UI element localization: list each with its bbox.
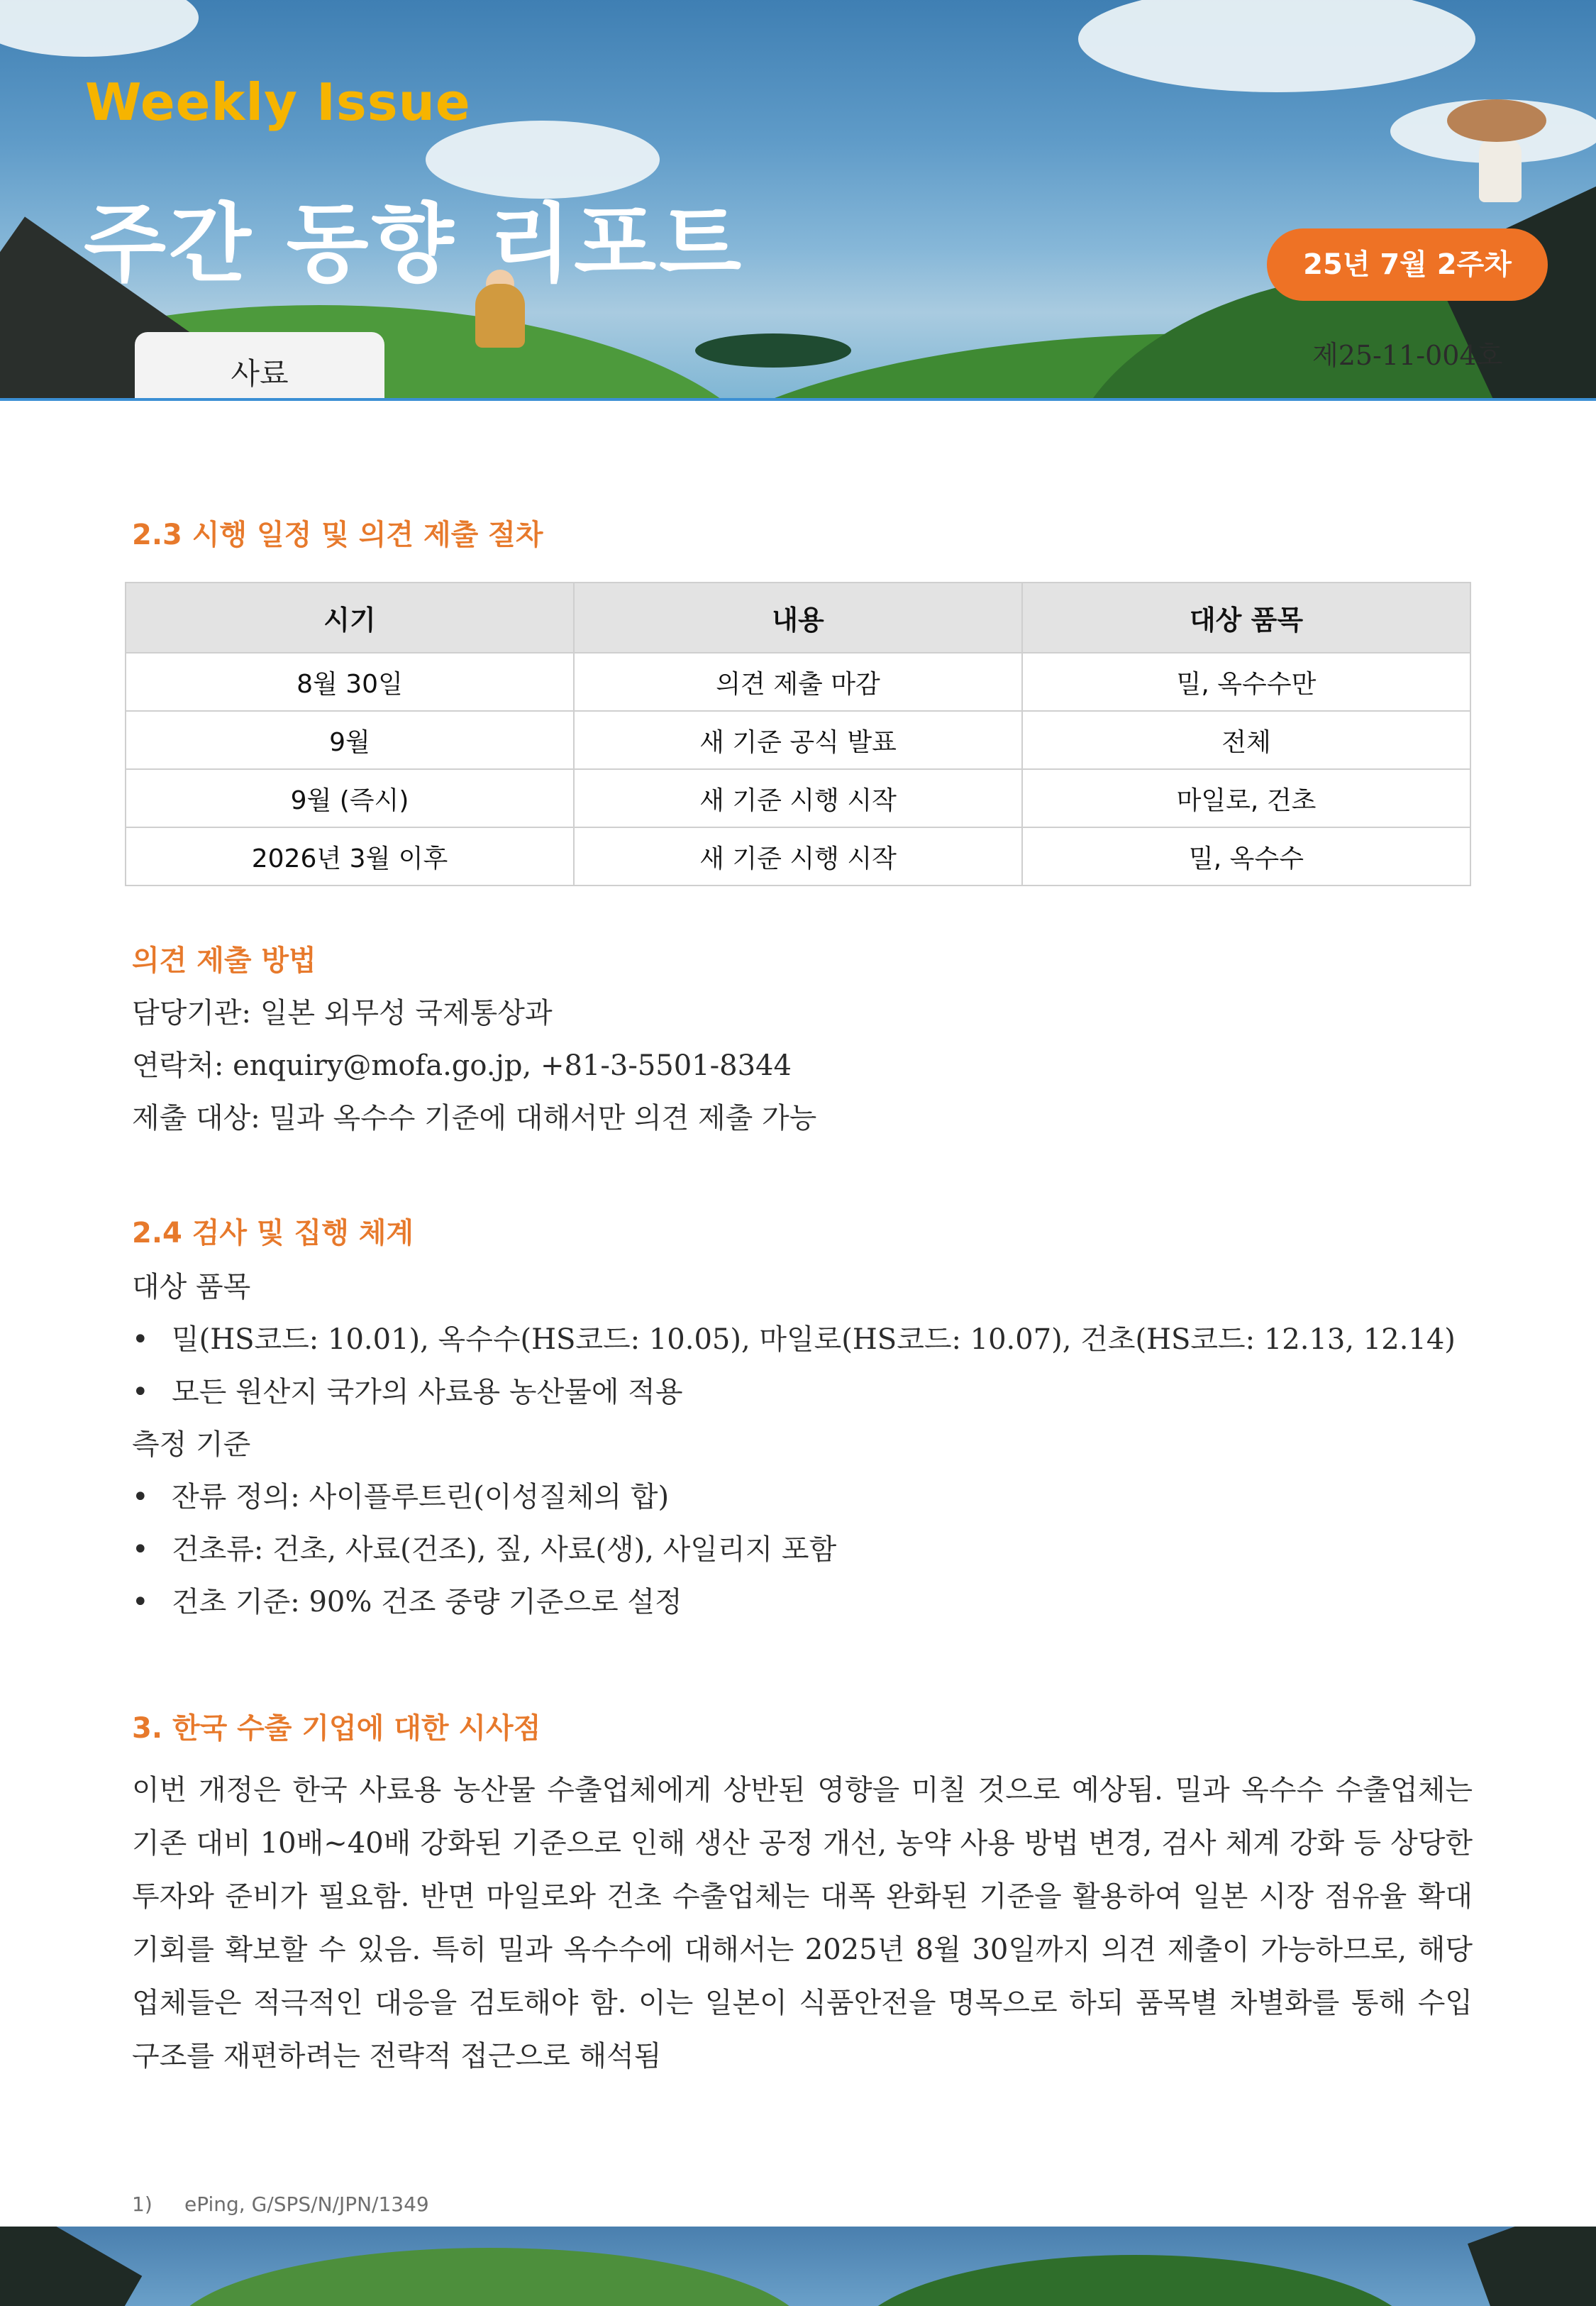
list-item: • 건초 기준: 90% 건조 중량 기준으로 설정 <box>132 1586 682 1618</box>
rock-illustration <box>1468 2227 1596 2306</box>
table-header-cell: 대상 품목 <box>1022 583 1470 653</box>
list-item: • 모든 원산지 국가의 사료용 농산물에 적용 <box>132 1376 683 1408</box>
footer-banner <box>0 2227 1596 2306</box>
footnote-text: ePing, G/SPS/N/JPN/1349 <box>184 2192 429 2216</box>
submission-contact: 연락처: enquiry@mofa.go.jp, +81-3-5501-8344 <box>132 1049 792 1082</box>
table-header-cell: 내용 <box>574 583 1022 653</box>
table-cell: 9월 (즉시) <box>126 769 574 827</box>
list-item: • 건초류: 건초, 사료(건조), 짚, 사료(생), 사일리지 포함 <box>132 1533 837 1566</box>
bullet-icon: • <box>132 1376 149 1408</box>
implications-paragraph: 이번 개정은 한국 사료용 농산물 수출업체에게 상반된 영향을 미칠 것으로 예상됨. 밀과 옥수수 수출업체는 기존 대비 10배~40배 강화된 기준으로 인해 생산 공정 개선, 농약 사용 방법 변경, 검사 체계 강화 등 상당한 투자와 준비가 필요함. 반면 마일로와 건초 수출업체는 대폭 완화된 기준을 활용하여 일본 시장 점유율 확대 기회를 확보할 수 있음. 특히 밀과 옥수수에 대해서는 2025년 8월 30일까지 의견 제출이 가능하므로, 해당 업체들은 적극적인 대응을 검토해야 함. 이는 일본이 식품안전을 명목으로 하되 품목별 차별화를 통해 수입 구조를 재편하려는 전략적 접근으로 해석됨 <box>132 1774 1473 2073</box>
table-header-row <box>126 583 1470 653</box>
brand-title: Weekly Issue <box>85 72 471 132</box>
hill-illustration <box>851 2255 1419 2306</box>
table-cell: 밀, 옥수수 <box>1022 827 1470 886</box>
category-tab: 사료 <box>135 332 384 401</box>
table-row <box>126 769 1470 827</box>
table-cell: 새 기준 시행 시작 <box>574 827 1022 886</box>
submission-scope: 제출 대상: 밀과 옥수수 기준에 대해서만 의견 제출 가능 <box>132 1102 817 1135</box>
page-title: 주간 동향 리포트 <box>84 195 744 294</box>
hat-figure-illustration <box>1447 99 1553 206</box>
date-badge: 25년 7월 2주차 <box>1267 228 1548 301</box>
rock-illustration <box>0 2227 142 2306</box>
bullet-icon: • <box>132 1323 149 1356</box>
table-cell: 2026년 3월 이후 <box>126 827 574 886</box>
submission-agency: 담당기관: 일본 외무성 국제통상과 <box>132 997 553 1030</box>
header-banner <box>0 0 1596 401</box>
section-3-title: 3. 한국 수출 기업에 대한 시사점 <box>132 1712 541 1745</box>
table-row <box>126 653 1470 711</box>
bullet-icon: • <box>132 1586 149 1618</box>
pond-illustration <box>695 333 851 368</box>
table-row <box>126 711 1470 769</box>
cloud-illustration <box>0 0 199 57</box>
list-item: • 잔류 정의: 사이플루트린(이성질체의 합) <box>132 1481 670 1513</box>
table-cell: 8월 30일 <box>126 653 574 711</box>
table-cell: 전체 <box>1022 711 1470 769</box>
table-cell: 의견 제출 마감 <box>574 653 1022 711</box>
section-2-3-title: 2.3 시행 일정 및 의견 제출 절차 <box>132 519 543 551</box>
footnote-number: 1) <box>132 2192 153 2216</box>
section-2-4-title: 2.4 검사 및 집행 체계 <box>132 1217 414 1249</box>
schedule-table <box>125 582 1471 886</box>
criteria-label: 측정 기준 <box>132 1428 251 1461</box>
bullet-icon: • <box>132 1533 149 1566</box>
table-cell: 밀, 옥수수만 <box>1022 653 1470 711</box>
table-cell: 새 기준 시행 시작 <box>574 769 1022 827</box>
banner-divider <box>0 398 1596 401</box>
submission-method-title: 의견 제출 방법 <box>132 944 316 977</box>
footnote <box>132 2192 429 2216</box>
list-item: • 밀(HS코드: 10.01), 옥수수(HS코드: 10.05), 마일로(HS코드: 10.07), 건초(HS코드: 12.13, 12.14) <box>132 1323 1456 1356</box>
table-cell: 마일로, 건초 <box>1022 769 1470 827</box>
table-cell: 새 기준 공식 발표 <box>574 711 1022 769</box>
cloud-illustration <box>1078 0 1475 92</box>
table-row <box>126 827 1470 886</box>
hill-illustration <box>170 2248 809 2306</box>
bullet-icon: • <box>132 1481 149 1513</box>
table-cell: 9월 <box>126 711 574 769</box>
target-items-label: 대상 품목 <box>132 1271 251 1303</box>
table-header-cell: 시기 <box>126 583 574 653</box>
issue-number: 제25-11-004호 <box>1312 340 1503 371</box>
